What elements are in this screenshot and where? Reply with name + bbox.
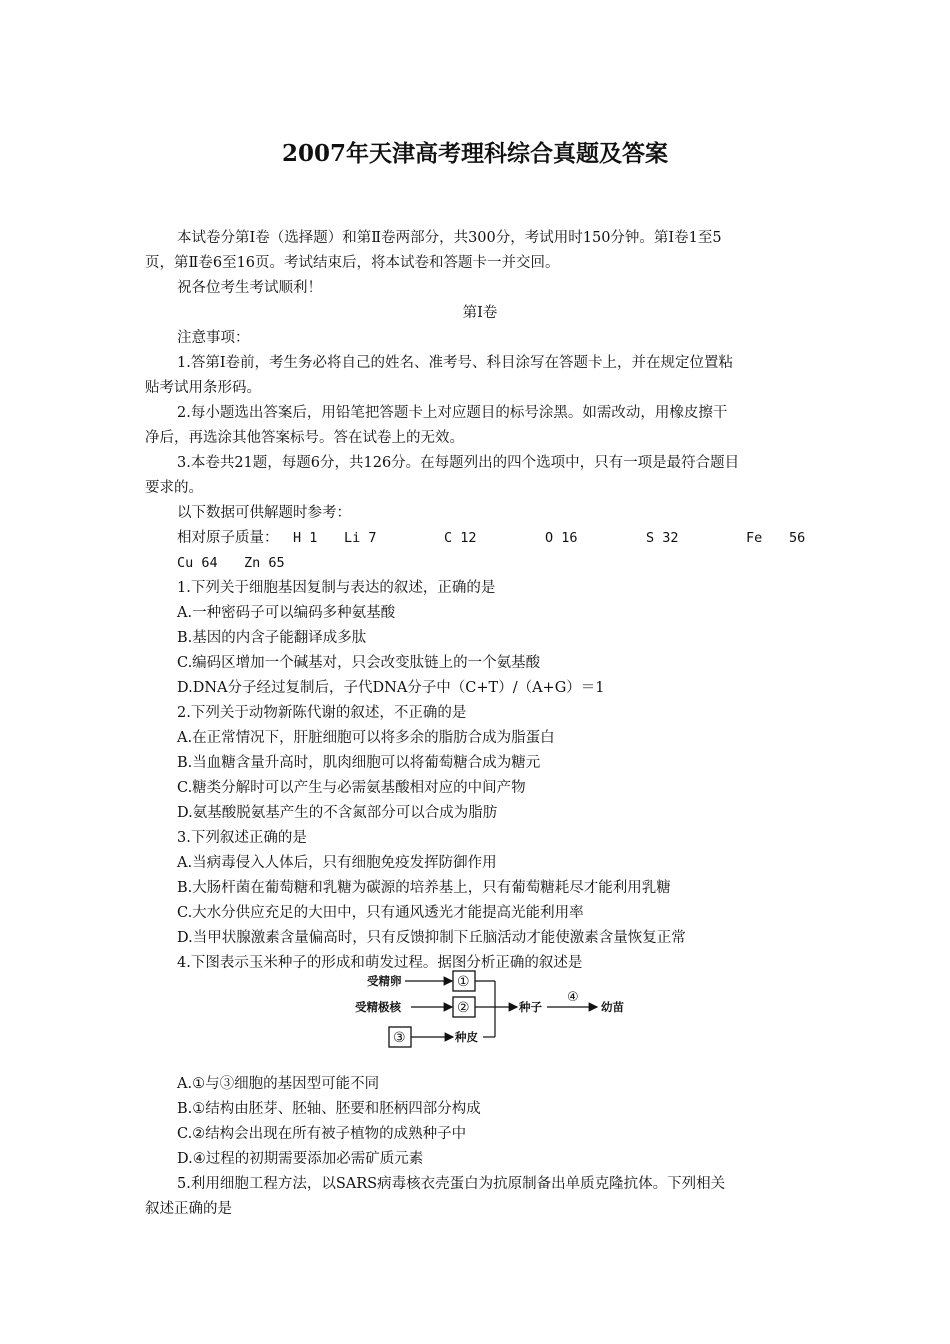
q4-option-c: C.②结构会出现在所有被子植物的成熟种子中: [177, 1126, 467, 1142]
label-seed-coat: 种皮: [455, 1030, 478, 1044]
q1-option-a: A.一种密码子可以编码多种氨基酸: [177, 605, 396, 621]
note-2-line-1: 2.每小题选出答案后，用铅笔把答题卡上对应题目的标号涂黑。如需改动，用橡皮擦干: [177, 405, 728, 421]
atomic-mass-cu: Cu 64: [177, 555, 218, 571]
atomic-mass-s: S 32: [646, 530, 679, 546]
box-1-label: ①: [457, 974, 470, 990]
q2-option-a: A.在正常情况下，肝脏细胞可以将多余的脂肪合成为脂蛋白: [177, 730, 555, 746]
atomic-mass-li: Li 7: [344, 530, 377, 546]
q4-option-d: D.④过程的初期需要添加必需矿质元素: [177, 1151, 424, 1167]
atomic-mass-label: 相对原子质量：: [177, 530, 279, 546]
section-title: 第Ⅰ卷: [462, 305, 498, 321]
q3-stem: 3.下列叙述正确的是: [177, 830, 307, 846]
intro-line-1: 本试卷分第Ⅰ卷（选择题）和第Ⅱ卷两部分，共300分，考试用时150分钟。第Ⅰ卷1至5: [177, 230, 722, 246]
q2-option-d: D.氨基酸脱氨基产生的不含氮部分可以合成为脂肪: [177, 805, 498, 821]
reference-intro: 以下数据可供解题时参考：: [177, 505, 351, 521]
notes-heading: 注意事项：: [177, 330, 250, 346]
intro-line-2: 页，第Ⅱ卷6至16页。考试结束后，将本试卷和答题卡一并交回。: [145, 255, 560, 271]
q5-stem-line-1: 5.利用细胞工程方法，以SARS病毒核衣壳蛋白为抗原制备出单质克隆抗体。下列相关: [177, 1176, 726, 1192]
atomic-mass-h: H 1: [293, 530, 318, 546]
q3-option-c: C.大水分供应充足的大田中，只有通风透光才能提高光能利用率: [177, 905, 584, 921]
box-2-label: ②: [457, 1000, 470, 1016]
note-1-line-1: 1.答第Ⅰ卷前，考生务必将自己的姓名、准考号、科目涂写在答题卡上，并在规定位置粘: [177, 355, 734, 371]
label-fertilized-egg: 受精卵: [367, 974, 402, 988]
document-title: 2007年天津高考理科综合真题及答案: [281, 140, 668, 167]
q2-stem: 2.下列关于动物新陈代谢的叙述，不正确的是: [177, 705, 467, 721]
q1-option-b: B.基因的内含子能翻译成多肽: [177, 630, 367, 646]
q3-option-a: A.当病毒侵入人体后，只有细胞免疫发挥防御作用: [177, 855, 497, 871]
wishes-line: 祝各位考生考试顺利！: [177, 280, 322, 296]
q1-option-d: D.DNA分子经过复制后，子代DNA分子中（C+T）/（A+G）＝1: [177, 680, 605, 696]
atomic-mass-zn: Zn 65: [244, 555, 285, 571]
q4-option-b: B.①结构由胚芽、胚轴、胚要和胚柄四部分构成: [177, 1101, 481, 1117]
atomic-mass-fe: Fe: [746, 530, 763, 546]
q5-stem-line-2: 叙述正确的是: [145, 1201, 232, 1217]
label-seed: 种子: [519, 1000, 542, 1014]
q4-option-a: A.①与③细胞的基因型可能不同: [177, 1076, 380, 1092]
note-3-line-2: 要求的。: [145, 480, 203, 496]
note-3-line-1: 3.本卷共21题，每题6分，共126分。在每题列出的四个选项中，只有一项是最符合题目: [177, 455, 740, 471]
q3-option-d: D.当甲状腺激素含量偏高时，只有反馈抑制下丘脑活动才能使激素含量恢复正常: [177, 930, 686, 946]
atomic-mass-fe-value: 56: [789, 530, 806, 546]
corn-seed-diagram: [345, 968, 645, 1050]
atomic-mass-c: C 12: [444, 530, 477, 546]
note-1-line-2: 贴考试用条形码。: [145, 380, 261, 396]
label-fertilized-polar-nuclei: 受精极核: [355, 1000, 401, 1014]
q3-option-b: B.大肠杆菌在葡萄糖和乳糖为碳源的培养基上，只有葡萄糖耗尽才能利用乳糖: [177, 880, 671, 896]
q1-stem: 1.下列关于细胞基因复制与表达的叙述，正确的是: [177, 580, 496, 596]
q4-stem: 4.下图表示玉米种子的形成和萌发过程。据图分析正确的叙述是: [177, 955, 583, 971]
q2-option-b: B.当血糖含量升高时，肌肉细胞可以将葡萄糖合成为糖元: [177, 755, 541, 771]
label-process-4: ④: [567, 990, 579, 1005]
q1-option-c: C.编码区增加一个碱基对，只会改变肽链上的一个氨基酸: [177, 655, 541, 671]
atomic-mass-o: O 16: [545, 530, 578, 546]
box-3-label: ③: [393, 1030, 406, 1046]
note-2-line-2: 净后，再选涂其他答案标号。答在试卷上的无效。: [145, 430, 464, 446]
label-seedling: 幼苗: [601, 1000, 624, 1014]
q2-option-c: C.糖类分解时可以产生与必需氨基酸相对应的中间产物: [177, 780, 526, 796]
